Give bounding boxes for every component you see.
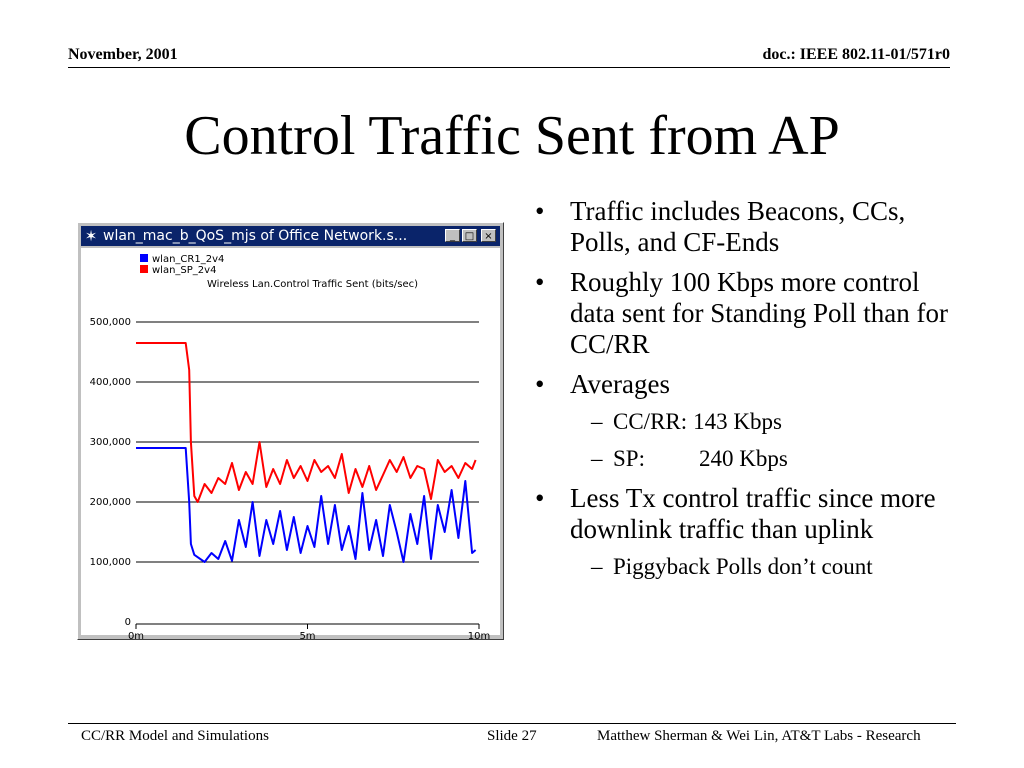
line-chart	[81, 248, 500, 642]
bullet-text: 143 Kbps	[693, 409, 782, 434]
bullet-text: Averages	[570, 369, 670, 399]
y-tick-label: 200,000	[89, 497, 131, 508]
bullet-text: Piggyback Polls don’t count	[613, 554, 873, 579]
y-tick-label: 500,000	[89, 317, 131, 328]
chart-title: Wireless Lan.Control Traffic Sent (bits/sec)	[207, 279, 419, 290]
header-date: November, 2001	[68, 46, 178, 63]
footer-left: CC/RR Model and Simulations	[81, 728, 269, 744]
legend-label: wlan_CR1_2v4	[152, 254, 225, 265]
dash-marker: –	[591, 446, 603, 471]
slide-title: Control Traffic Sent from AP	[184, 105, 840, 167]
maximize-button[interactable]: □	[462, 229, 477, 242]
bullet-item	[535, 369, 955, 400]
header-divider	[68, 67, 950, 68]
y-tick-label: 300,000	[89, 437, 131, 448]
sub-bullet-item	[535, 554, 955, 580]
window-titlebar[interactable]	[81, 226, 500, 246]
bullet-label: SP:	[613, 446, 645, 471]
sub-bullet-item	[535, 446, 955, 472]
star-app-icon: ✶	[84, 227, 98, 245]
dash-marker: –	[591, 554, 603, 579]
y-tick-label: 0	[124, 617, 131, 628]
legend-swatch	[140, 254, 148, 262]
x-tick-label: 5m	[299, 631, 316, 642]
header-doc-id: doc.: IEEE 802.11-01/571r0	[762, 46, 950, 63]
bullet-marker: •	[535, 196, 545, 226]
bullet-text: 240 Kbps	[699, 446, 788, 471]
bullet-item	[535, 483, 955, 545]
y-tick-label: 100,000	[89, 557, 131, 568]
chart-window	[77, 222, 504, 640]
bullet-text: Less Tx control traffic since more downlink traffic than uplink	[570, 483, 936, 544]
plot-area	[81, 248, 500, 642]
x-tick-label: 0m	[127, 631, 145, 642]
dash-marker: –	[591, 409, 603, 434]
bullet-item	[535, 196, 955, 258]
y-tick-label: 400,000	[89, 377, 131, 388]
footer-divider	[68, 723, 956, 724]
footer-authors: Matthew Sherman & Wei Lin, AT&T Labs - Research	[597, 728, 921, 744]
bullet-label: CC/RR:	[613, 409, 688, 434]
x-tick-label: 10m	[467, 631, 491, 642]
close-button[interactable]: ×	[481, 229, 496, 242]
sub-bullet-item	[535, 409, 955, 435]
bullet-marker: •	[535, 369, 545, 399]
footer-slide-number: Slide 27	[487, 728, 537, 744]
minimize-button[interactable]: _	[445, 229, 460, 242]
bullet-text: Traffic includes Beacons, CCs, Polls, and CF-Ends	[570, 196, 906, 257]
series-line-wlan_CR1_2v4	[136, 448, 476, 562]
legend-label: wlan_SP_2v4	[152, 265, 217, 276]
bullet-list	[535, 196, 955, 591]
bullet-text: Roughly 100 Kbps more control data sent for Standing Poll than for CC/RR	[570, 267, 948, 359]
bullet-marker: •	[535, 267, 545, 297]
window-title: wlan_mac_b_QoS_mjs of Office Network.s...	[103, 228, 408, 244]
bullet-marker: •	[535, 483, 545, 513]
bullet-item	[535, 267, 955, 360]
legend-swatch	[140, 265, 148, 273]
